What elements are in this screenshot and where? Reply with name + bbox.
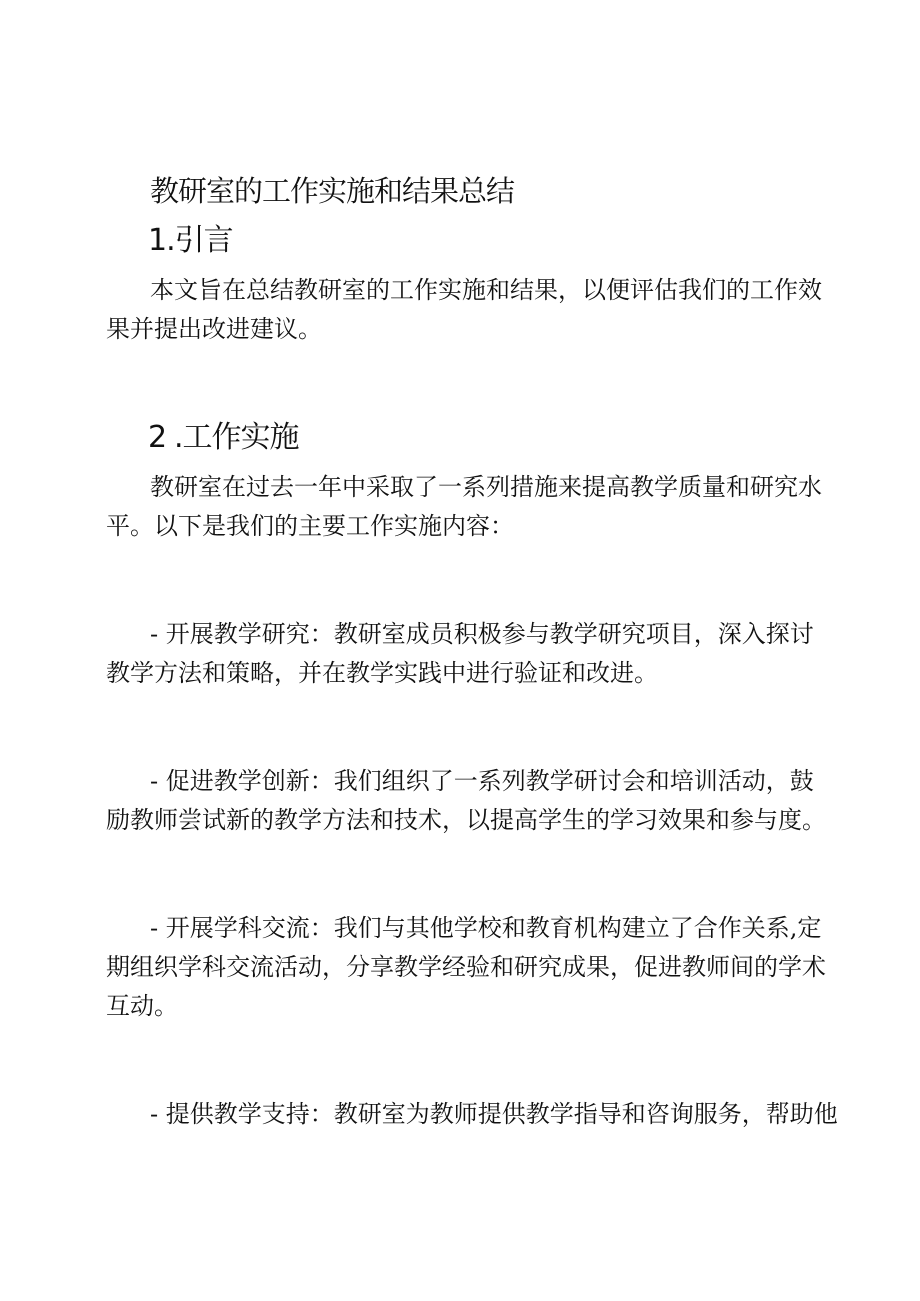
implementation-paragraph bbox=[106, 468, 822, 546]
paragraph-line: 平。以下是我们的主要工作实施内容： bbox=[106, 512, 514, 540]
paragraph-line: 本文旨在总结教研室的工作实施和结果，以便评估我们的工作效 bbox=[150, 276, 822, 304]
section-number: 2 bbox=[148, 420, 167, 455]
paragraph-line: 互动。 bbox=[106, 992, 178, 1020]
section-heading-work-implementation bbox=[148, 417, 299, 459]
bullet-item-teaching-support bbox=[106, 1095, 838, 1134]
bullet-item-teaching-research bbox=[106, 615, 822, 693]
bullet-item-subject-exchange bbox=[106, 909, 826, 1026]
paragraph-line: - 开展教学研究：教研室成员积极参与教学研究项目，深入探讨 bbox=[150, 620, 814, 648]
paragraph-line: 期组织学科交流活动，分享教学经验和研究成果，促进教师间的学术 bbox=[106, 953, 826, 981]
paragraph-line: - 开展学科交流：我们与其他学校和教育机构建立了合作关系,定 bbox=[150, 914, 822, 942]
paragraph-line: 果并提出改进建议。 bbox=[106, 315, 322, 343]
paragraph-line: - 促进教学创新：我们组织了一系列教学研讨会和培训活动，鼓 bbox=[150, 767, 814, 795]
section-heading-text: 引言 bbox=[174, 223, 233, 258]
paragraph-line: 励教师尝试新的教学方法和技术，以提高学生的学习效果和参与度。 bbox=[106, 806, 826, 834]
section-heading-introduction bbox=[148, 220, 233, 262]
paragraph-line: 教学方法和策略，并在教学实践中进行验证和改进。 bbox=[106, 659, 658, 687]
section-heading-text: .工作实施 bbox=[174, 420, 299, 455]
paragraph-line: 教研室在过去一年中采取了一系列措施来提高教学质量和研究水 bbox=[150, 473, 822, 501]
bullet-item-teaching-innovation bbox=[106, 762, 826, 840]
section-number: 1. bbox=[148, 223, 175, 258]
document-title: 教研室的工作实施和结果总结 bbox=[150, 174, 515, 208]
paragraph-line: - 提供教学支持：教研室为教师提供教学指导和咨询服务，帮助他 bbox=[150, 1100, 838, 1128]
intro-paragraph bbox=[106, 271, 822, 349]
